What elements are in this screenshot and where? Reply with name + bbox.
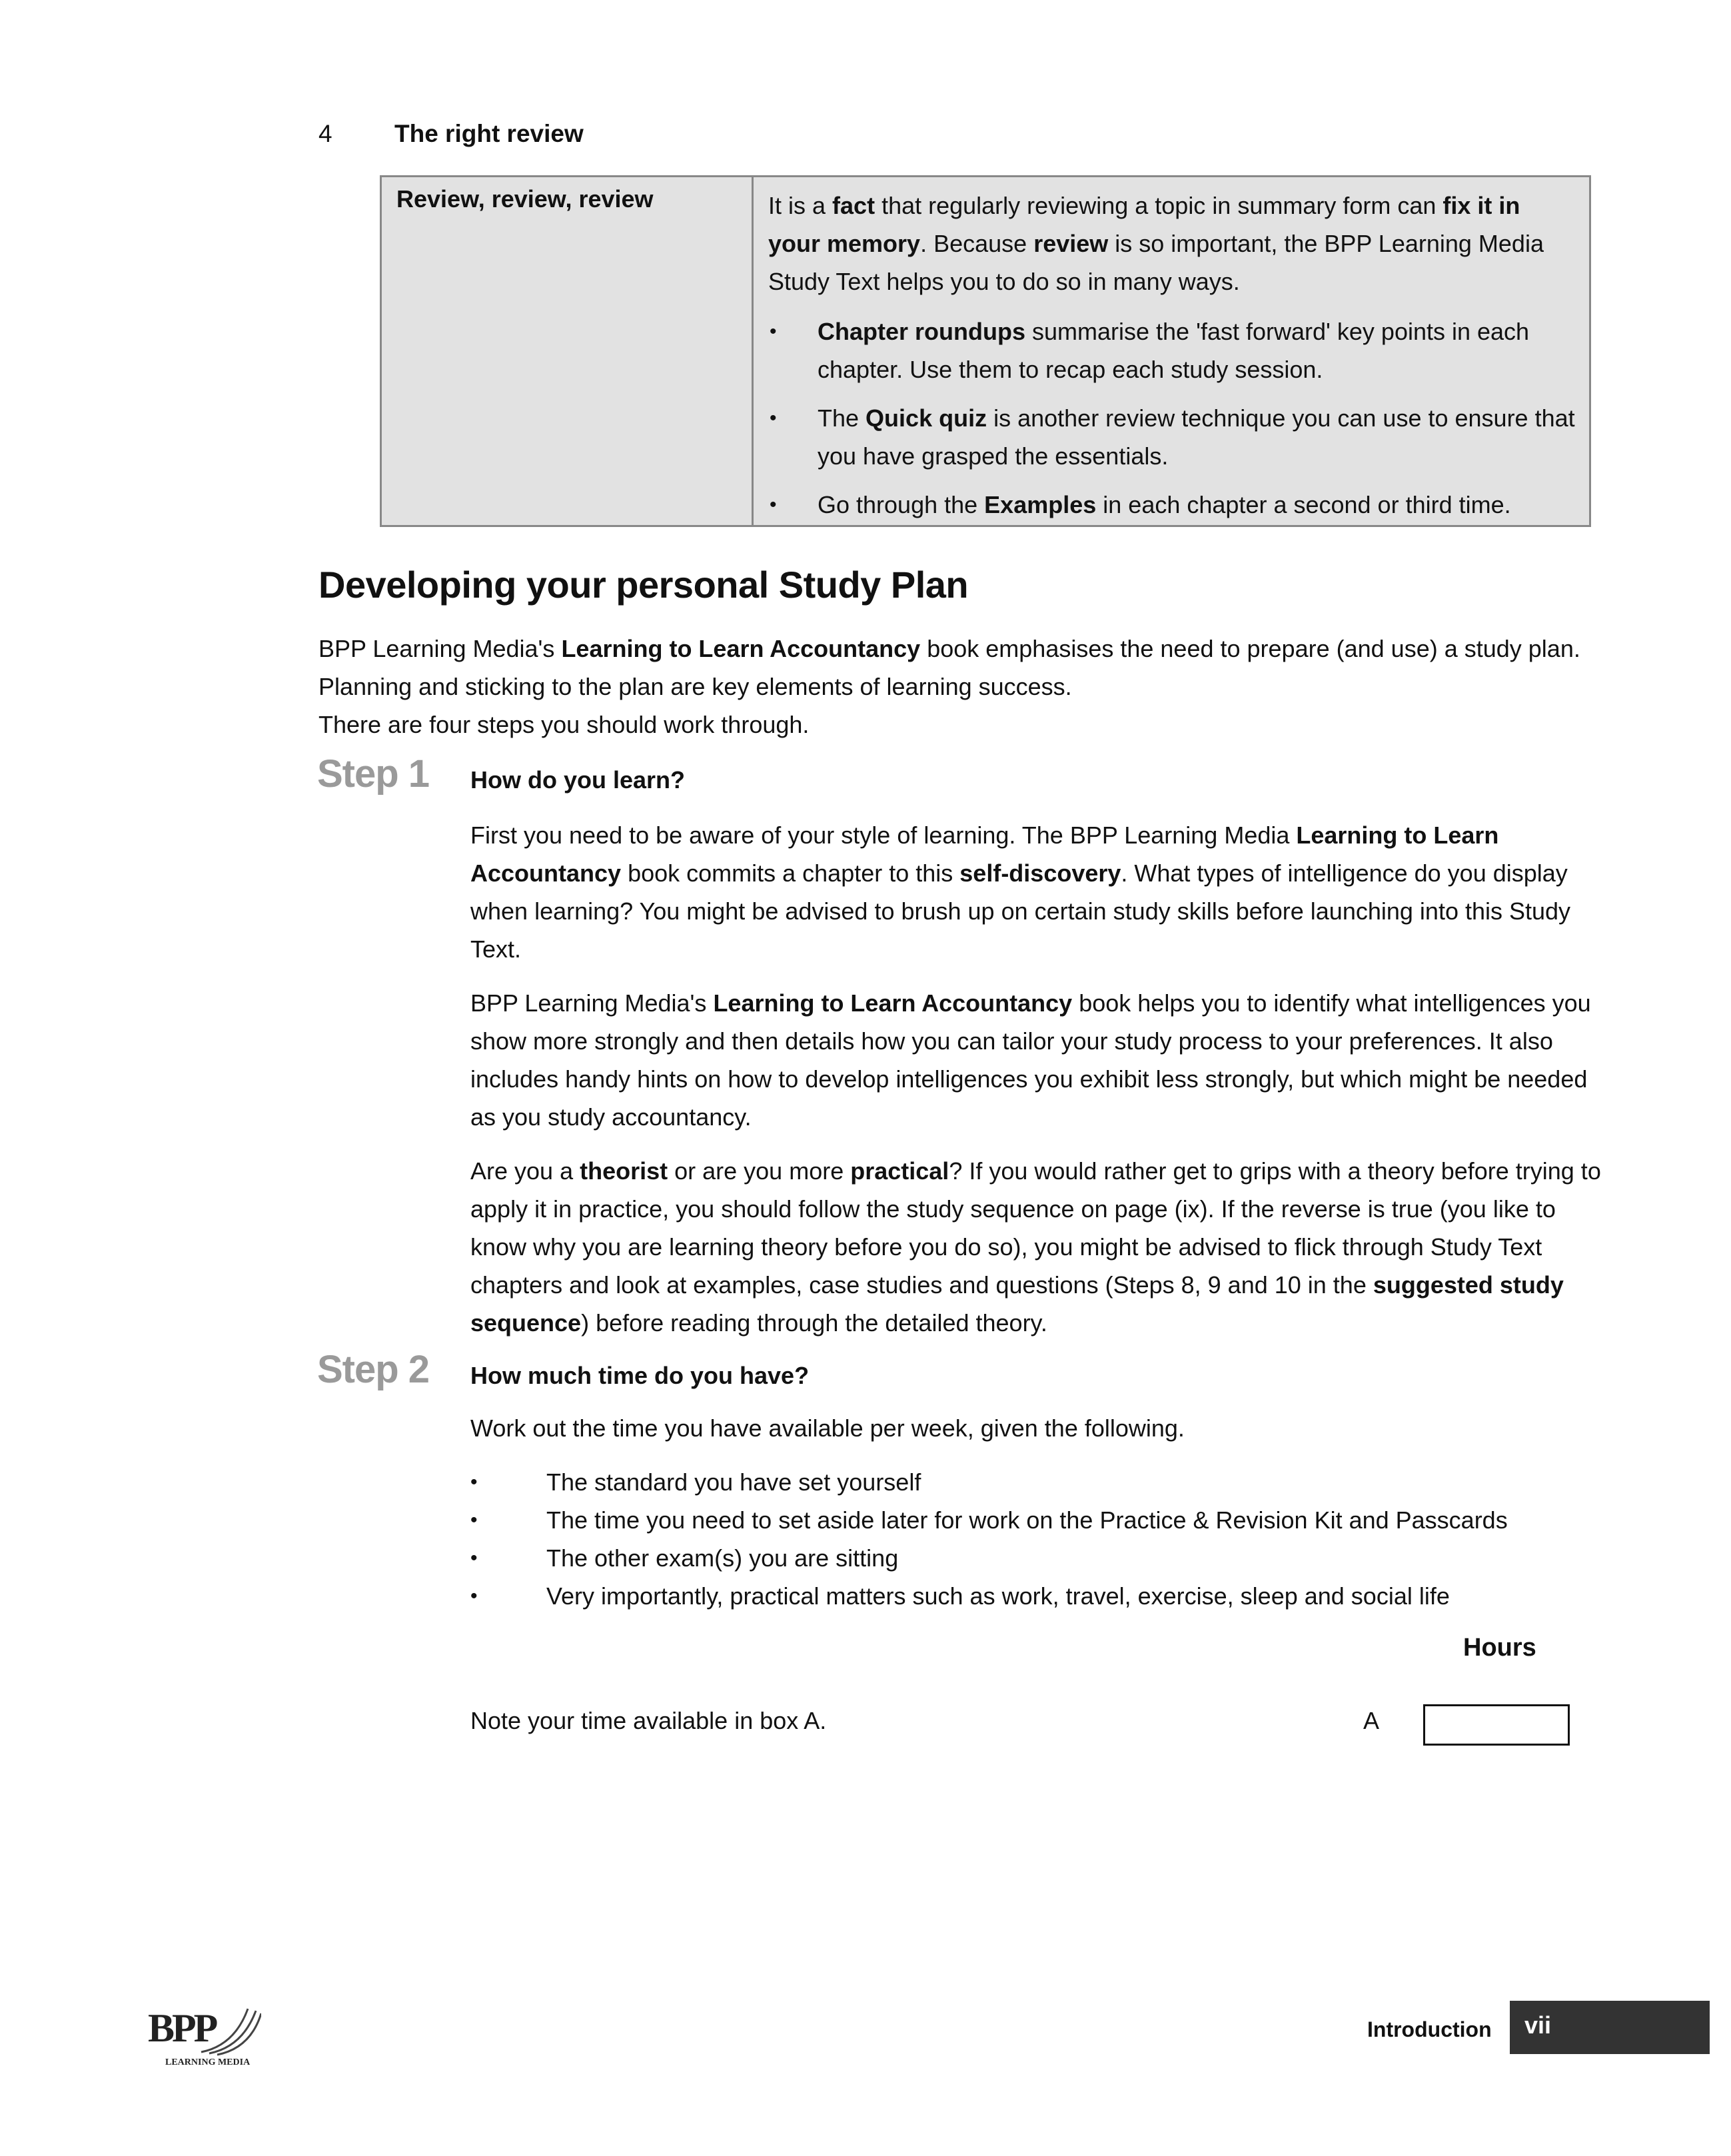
review-table-label: Review, review, review: [382, 177, 754, 525]
logo-mark: BPP: [148, 2006, 216, 2050]
list-item: • Go through the Examples in each chapter a second or third time.: [768, 486, 1576, 524]
step-2-intro: Work out the time you have available per week, given the following.: [470, 1414, 1185, 1442]
bullet-icon: •: [770, 494, 777, 516]
box-a-label: A: [1363, 1707, 1380, 1734]
step-1-title: How do you learn?: [470, 766, 686, 794]
hours-label: Hours: [1463, 1634, 1536, 1662]
step-1-paragraph-2: BPP Learning Media's Learning to Learn Accountancy book helps you to identify what intelligences you show more strongly and then details how you can tailor your study process to your preferences. It also includes handy hints on how to develop intelligences you exhibit less strongly, but which might be needed as you study accountancy.: [470, 989, 1591, 1131]
step-2-title: How much time do you have?: [470, 1362, 810, 1389]
footer-section: Introduction: [1367, 2017, 1492, 2041]
section-number: 4: [318, 120, 332, 147]
review-bullet-list: [768, 312, 1576, 524]
review-table: [380, 175, 1591, 527]
review-table-content: [754, 177, 1589, 525]
section-4-heading: [318, 120, 584, 148]
section-title: The right review: [394, 120, 584, 147]
bullet-icon: •: [770, 320, 777, 342]
intro-paragraph: BPP Learning Media's Learning to Learn Accountancy book emphasises the need to prepare (and use) a study plan. Planning and sticking to the plan are key elements of learning success. There are four steps you should work through.: [318, 635, 1580, 738]
bullet-icon: •: [470, 1471, 478, 1493]
step-2-label: Step 2: [317, 1348, 430, 1391]
list-item: • The Quick quiz is another review technique you can use to ensure that you have grasped the essentials.: [768, 399, 1576, 475]
review-table-intro: It is a fact that regularly reviewing a topic in summary form can fix it in your memory. Because review is so important, the BPP Learning Media Study Text helps you to do so in many ways.: [768, 192, 1544, 295]
box-a-input[interactable]: [1423, 1704, 1570, 1746]
step-1-body: [470, 816, 1610, 1358]
step-1-paragraph-3: Are you a theorist or are you more practical? If you would rather get to grips with a theory before trying to apply it in practice, you should follow the study sequence on page (ix). If the reverse is true (you like to know why you are learning theory before you do so), you might be advised to flick through Study Text chapters and look at examples, case studies and questions (Steps 8, 9 and 10 in the suggested study sequence) before reading through the detailed theory.: [470, 1157, 1601, 1337]
footer-page-number: vii: [1510, 2001, 1710, 2054]
step-1-paragraph-1: First you need to be aware of your style of learning. The BPP Learning Media Learning to Learn Accountancy book commits a chapter to this self-discovery. What types of intelligence do you display when learning? You might be advised to brush up on certain study skills before launching into this Study Text.: [470, 821, 1571, 963]
list-item: • The other exam(s) you are sitting: [470, 1539, 1508, 1577]
page-heading: Developing your personal Study Plan: [318, 564, 969, 606]
logo-subtitle: LEARNING MEDIA: [165, 2057, 251, 2067]
bullet-icon: •: [770, 407, 777, 429]
list-item: • Very importantly, practical matters such as work, travel, exercise, sleep and social life: [470, 1577, 1508, 1615]
bullet-icon: •: [470, 1509, 478, 1531]
note-text: Note your time available in box A.: [470, 1707, 827, 1734]
list-item: • The standard you have set yourself: [470, 1463, 1508, 1501]
list-item: • Chapter roundups summarise the 'fast forward' key points in each chapter. Use them to recap each study session.: [768, 312, 1576, 388]
bullet-icon: •: [470, 1585, 478, 1607]
step-1-label: Step 1: [317, 752, 430, 796]
bullet-icon: •: [470, 1547, 478, 1569]
list-item: • The time you need to set aside later for work on the Practice & Revision Kit and Passcards: [470, 1501, 1508, 1539]
bpp-logo: [148, 2005, 261, 2072]
step-2-list: [470, 1463, 1508, 1615]
logo-swoosh-icon: [195, 2005, 261, 2059]
